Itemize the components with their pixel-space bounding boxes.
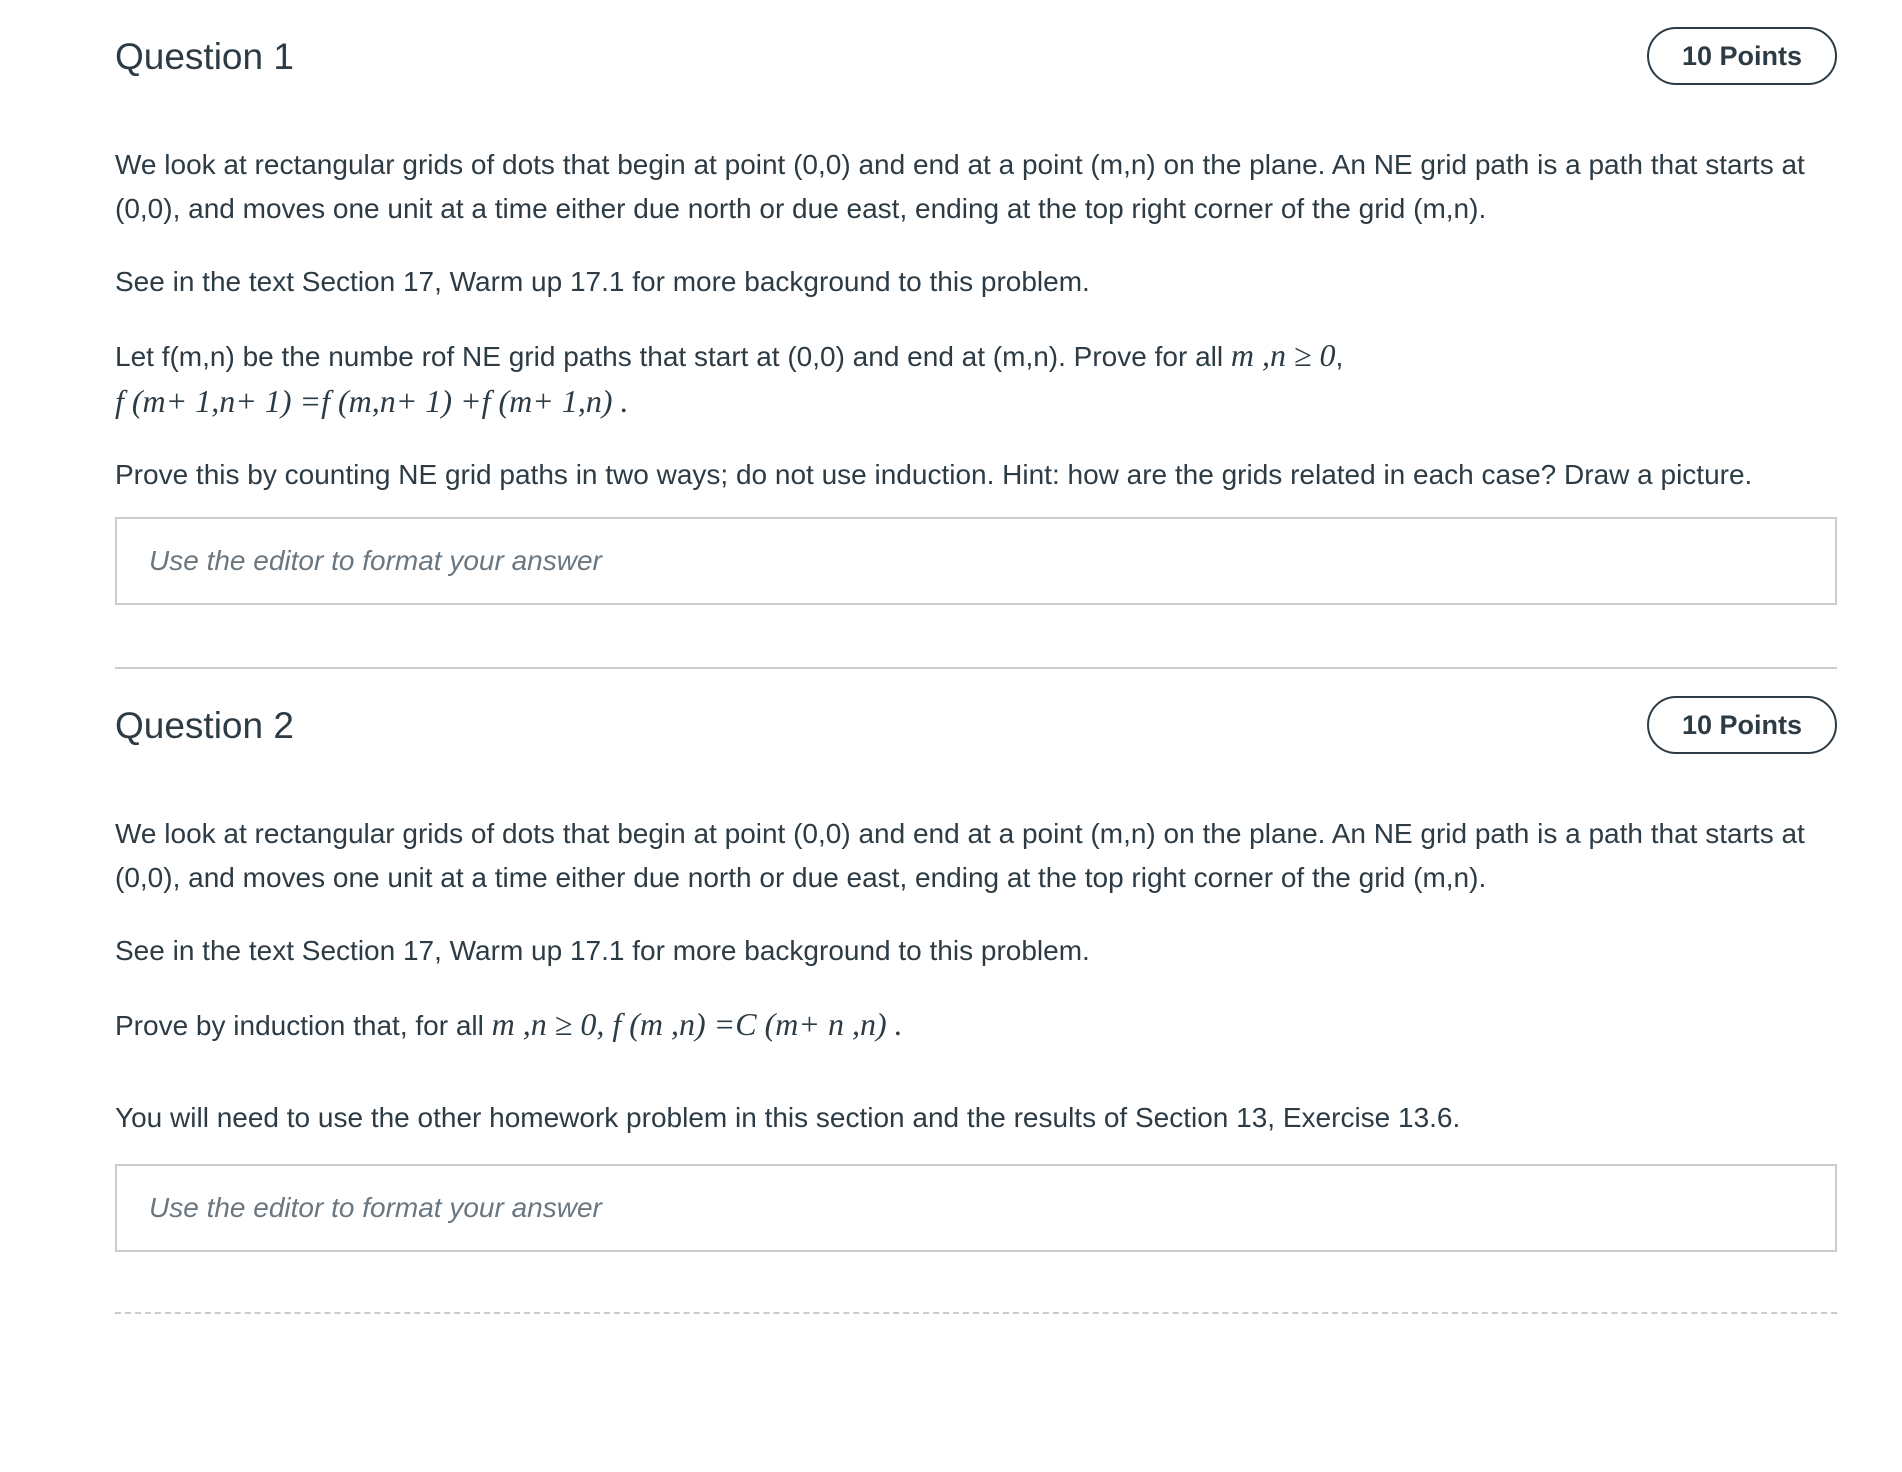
- math-equation: f (m+ 1,n+ 1) =f (m,n+ 1) +f (m+ 1,n) .: [115, 383, 629, 419]
- statement-text: Prove by induction that, for all: [115, 1010, 484, 1041]
- statement-text: Let f(m,n) be the numbe rof NE grid paths that start at (0,0) and end at (m,n). Prove for all: [115, 341, 1224, 372]
- question-header: [115, 0, 1837, 115]
- math-statement: m ,n ≥ 0, f (m ,n) =C (m+ n ,n) .: [491, 1006, 903, 1042]
- question-statement: Let f(m,n) be the numbe rof NE grid paths that start at (0,0) and end at (m,n). Prove for all m ,n ≥ 0, f (m+ 1,n+ 1) =f (m,n+ 1) +f (m+ 1,n) .: [115, 337, 1344, 419]
- points-badge: 10 Points: [1647, 27, 1837, 85]
- points-badge: 10 Points: [1647, 696, 1837, 754]
- question-background: See in the text Section 17, Warm up 17.1 for more background to this problem.: [115, 266, 1090, 297]
- math-condition: m ,n ≥ 0: [1230, 337, 1336, 373]
- quiz-page: [115, 0, 1837, 1314]
- question-background: See in the text Section 17, Warm up 17.1 for more background to this problem.: [115, 935, 1090, 966]
- question-2: [115, 669, 1837, 1252]
- question-intro: We look at rectangular grids of dots that begin at point (0,0) and end at a point (m,n) on the plane. An NE grid path is a path that starts at (0,0), and moves one unit at a time either due north or due east, ending at the top right corner of the grid (m,n).: [115, 149, 1805, 224]
- question-instruction: Prove this by counting NE grid paths in two ways; do not use induction. Hint: how are the grids related in each case? Draw a picture.: [115, 459, 1753, 490]
- section-end-divider: [115, 1312, 1837, 1314]
- answer-editor[interactable]: Use the editor to format your answer: [115, 517, 1837, 605]
- question-statement: [115, 1002, 1837, 1048]
- question-header: [115, 669, 1837, 784]
- question-body: [115, 812, 1837, 1252]
- question-title: Question 1: [115, 36, 294, 77]
- question-instruction: You will need to use the other homework problem in this section and the results of Section 13, Exercise 13.6.: [115, 1102, 1461, 1133]
- answer-editor[interactable]: Use the editor to format your answer: [115, 1164, 1837, 1252]
- question-1: [115, 0, 1837, 605]
- question-intro: We look at rectangular grids of dots that begin at point (0,0) and end at a point (m,n) on the plane. An NE grid path is a path that starts at (0,0), and moves one unit at a time either due north or due east, ending at the top right corner of the grid (m,n).: [115, 818, 1805, 893]
- question-title: Question 2: [115, 705, 294, 746]
- question-body: [115, 143, 1837, 605]
